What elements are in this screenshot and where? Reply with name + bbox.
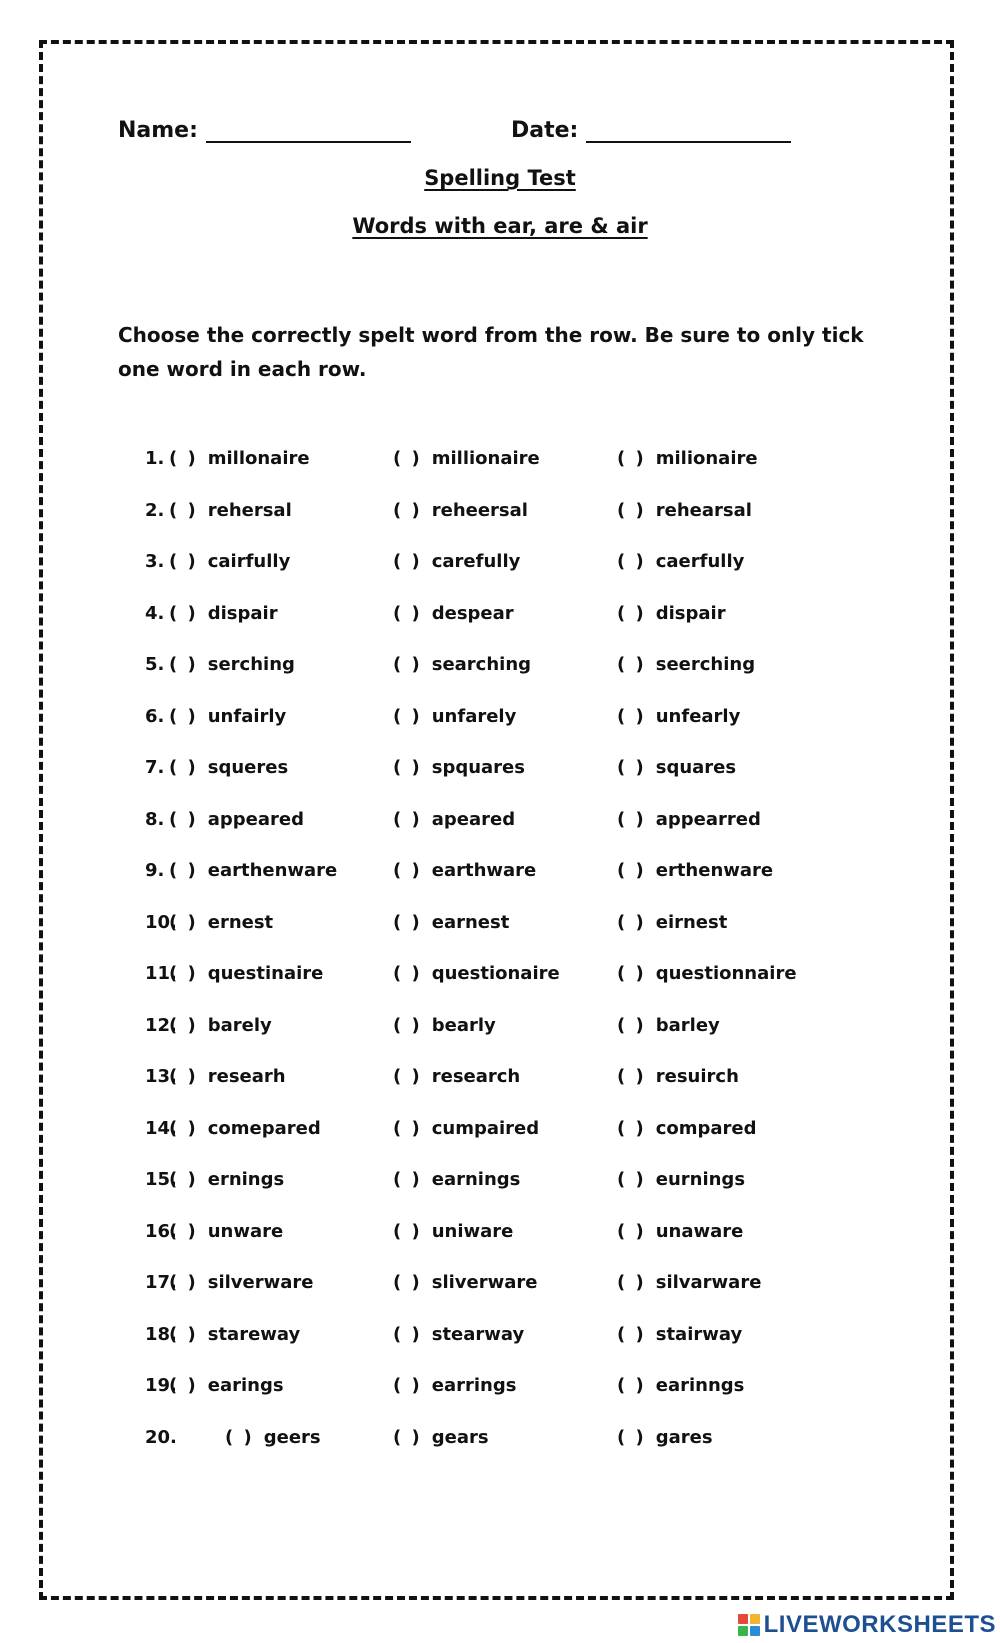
- answer-option[interactable]: [393, 860, 536, 881]
- tick-box[interactable]: ( ): [169, 860, 198, 881]
- answer-word: stareway: [207, 1323, 301, 1345]
- tick-box[interactable]: ( ): [225, 1426, 254, 1448]
- tick-box[interactable]: ( ): [617, 963, 646, 984]
- answer-word: earinngs: [655, 1375, 745, 1396]
- answer-word: geers: [263, 1426, 321, 1448]
- tick-box[interactable]: ( ): [169, 1375, 198, 1396]
- answer-option[interactable]: [617, 963, 797, 984]
- tick-box[interactable]: ( ): [617, 1014, 646, 1036]
- answer-option[interactable]: [393, 500, 528, 521]
- answer-word: unfearly: [655, 705, 741, 727]
- answer-option[interactable]: [393, 809, 515, 830]
- question-row: [145, 1427, 865, 1479]
- answer-word: sliverware: [431, 1272, 538, 1293]
- tick-box[interactable]: ( ): [617, 1375, 646, 1396]
- tick-box[interactable]: ( ): [169, 808, 198, 830]
- answer-option[interactable]: [393, 706, 516, 727]
- answer-option[interactable]: [169, 963, 323, 984]
- answer-option[interactable]: [393, 1427, 489, 1448]
- question-number: 5.: [145, 654, 165, 675]
- answer-option[interactable]: [169, 757, 288, 778]
- tick-box[interactable]: ( ): [393, 1169, 422, 1190]
- name-label: Name:: [118, 118, 198, 143]
- question-row: [145, 1375, 865, 1427]
- question-number: 16.: [145, 1220, 177, 1242]
- tick-box[interactable]: ( ): [617, 911, 646, 933]
- tick-box[interactable]: ( ): [393, 860, 422, 881]
- question-number: 6.: [145, 705, 165, 727]
- answer-word: ernings: [207, 1169, 285, 1190]
- answer-option[interactable]: [617, 551, 744, 572]
- answer-option[interactable]: [393, 603, 514, 624]
- answer-option[interactable]: [617, 706, 740, 727]
- question-row: [145, 551, 865, 603]
- answer-word: gares: [655, 1426, 713, 1448]
- answer-option[interactable]: [169, 551, 290, 572]
- answer-option[interactable]: [169, 1324, 300, 1345]
- answer-word: rehersal: [207, 499, 292, 521]
- question-row: [145, 809, 865, 861]
- answer-option[interactable]: [169, 1118, 321, 1139]
- answer-word: earrings: [431, 1375, 517, 1396]
- answer-word: ernest: [207, 911, 274, 933]
- tick-box[interactable]: ( ): [617, 551, 646, 572]
- answer-word: unaware: [655, 1220, 744, 1242]
- answer-word: squares: [655, 757, 737, 778]
- answer-word: cumpaired: [431, 1117, 540, 1139]
- answer-option[interactable]: [617, 1272, 761, 1293]
- answer-word: questinaire: [207, 963, 324, 984]
- liveworksheets-logo-icon: [738, 1614, 760, 1636]
- question-number: 15.: [145, 1169, 177, 1190]
- question-number: 18.: [145, 1323, 177, 1345]
- tick-box[interactable]: ( ): [169, 1323, 198, 1345]
- answer-word: searching: [431, 654, 532, 675]
- question-row: [145, 912, 865, 964]
- tick-box[interactable]: ( ): [617, 1323, 646, 1345]
- tick-box[interactable]: ( ): [169, 1169, 198, 1190]
- answer-word: serching: [207, 654, 295, 675]
- tick-box[interactable]: ( ): [169, 1014, 198, 1036]
- answer-word: silverware: [207, 1272, 314, 1293]
- answer-option[interactable]: [393, 1015, 496, 1036]
- question-number: 20.: [145, 1426, 177, 1448]
- answer-word: caerfully: [655, 551, 745, 572]
- answer-option[interactable]: [169, 654, 295, 675]
- answer-word: apeared: [431, 808, 516, 830]
- answer-word: questionnaire: [655, 963, 797, 984]
- answer-word: spquares: [431, 757, 525, 778]
- answer-word: resuirch: [655, 1066, 739, 1087]
- tick-box[interactable]: ( ): [393, 911, 422, 933]
- answer-word: earnings: [431, 1169, 521, 1190]
- tick-box[interactable]: ( ): [617, 1272, 646, 1293]
- answer-word: barley: [655, 1014, 720, 1036]
- answer-option[interactable]: [393, 1272, 537, 1293]
- tick-box[interactable]: ( ): [393, 1066, 422, 1087]
- tick-box[interactable]: ( ): [617, 1066, 646, 1087]
- question-row: [145, 1272, 865, 1324]
- answer-word: bearly: [431, 1014, 496, 1036]
- answer-word: unfairly: [207, 705, 287, 727]
- tick-box[interactable]: ( ): [393, 1426, 422, 1448]
- answer-word: earthenware: [207, 860, 338, 881]
- answer-option[interactable]: [393, 654, 531, 675]
- tick-box[interactable]: ( ): [169, 1272, 198, 1293]
- question-row: [145, 500, 865, 552]
- answer-option[interactable]: [169, 1169, 284, 1190]
- answer-word: unfarely: [431, 705, 517, 727]
- tick-box[interactable]: ( ): [169, 1117, 198, 1139]
- answer-option[interactable]: [617, 757, 736, 778]
- answer-option[interactable]: [393, 1221, 513, 1242]
- question-number: 7.: [145, 757, 165, 778]
- answer-option[interactable]: [617, 809, 761, 830]
- answer-word: dispair: [655, 602, 726, 624]
- tick-box[interactable]: ( ): [617, 602, 646, 624]
- answer-option[interactable]: [617, 654, 755, 675]
- answer-word: compared: [655, 1117, 757, 1139]
- answer-option[interactable]: [169, 1375, 284, 1396]
- answer-word: dispair: [207, 602, 278, 624]
- question-row: [145, 1118, 865, 1170]
- question-number: 8.: [145, 808, 165, 830]
- tick-box[interactable]: ( ): [393, 1323, 422, 1345]
- answer-option[interactable]: [393, 1324, 524, 1345]
- question-number: 11.: [145, 963, 177, 984]
- page-title: Spelling Test: [424, 166, 576, 190]
- tick-box[interactable]: ( ): [393, 1117, 422, 1139]
- answer-option[interactable]: [617, 1324, 742, 1345]
- answer-option[interactable]: [169, 448, 310, 469]
- answer-option[interactable]: [617, 500, 752, 521]
- answer-option[interactable]: [617, 1221, 743, 1242]
- answer-word: eurnings: [655, 1169, 746, 1190]
- question-row: [145, 1066, 865, 1118]
- tick-box[interactable]: ( ): [169, 499, 198, 521]
- tick-box[interactable]: ( ): [169, 911, 198, 933]
- answer-word: eirnest: [655, 911, 728, 933]
- tick-box[interactable]: ( ): [393, 963, 422, 984]
- question-number: 12.: [145, 1014, 177, 1036]
- tick-box[interactable]: ( ): [393, 1375, 422, 1396]
- date-label: Date:: [511, 118, 579, 143]
- answer-word: rehearsal: [655, 499, 752, 521]
- question-number: 19.: [145, 1375, 177, 1396]
- question-row: [145, 706, 865, 758]
- question-row: [145, 757, 865, 809]
- answer-word: cairfully: [207, 551, 291, 572]
- tick-box[interactable]: ( ): [169, 448, 198, 469]
- answer-word: earthware: [431, 860, 537, 881]
- brand-text: LIVEWORKSHEETS: [763, 1611, 996, 1638]
- answer-option[interactable]: [617, 1169, 745, 1190]
- answer-option[interactable]: [169, 1066, 286, 1087]
- tick-box[interactable]: ( ): [617, 1169, 646, 1190]
- question-row: [145, 1324, 865, 1376]
- answer-word: erthenware: [655, 860, 774, 881]
- answer-option[interactable]: [617, 1427, 713, 1448]
- tick-box[interactable]: ( ): [617, 499, 646, 521]
- answer-option[interactable]: [169, 706, 286, 727]
- answer-option[interactable]: [393, 448, 540, 469]
- tick-box[interactable]: ( ): [617, 448, 646, 469]
- tick-box[interactable]: ( ): [617, 808, 646, 830]
- answer-word: despear: [431, 602, 514, 624]
- name-line: [206, 119, 411, 143]
- answer-option[interactable]: [617, 912, 727, 933]
- answer-word: squeres: [207, 757, 289, 778]
- question-number: 17.: [145, 1272, 177, 1293]
- answer-word: millonaire: [207, 448, 310, 469]
- answer-option[interactable]: [393, 1066, 520, 1087]
- answer-option[interactable]: [617, 603, 726, 624]
- answer-word: researh: [207, 1066, 286, 1087]
- answer-word: barely: [207, 1014, 272, 1036]
- answer-option[interactable]: [393, 1118, 539, 1139]
- answer-word: appeared: [207, 808, 304, 830]
- question-row: [145, 1169, 865, 1221]
- answer-word: appearred: [655, 808, 761, 830]
- question-list: [145, 448, 865, 1478]
- answer-option[interactable]: [617, 1015, 720, 1036]
- brand-footer: [738, 1611, 996, 1639]
- answer-option[interactable]: [393, 1375, 516, 1396]
- answer-word: silvarware: [655, 1272, 762, 1293]
- tick-box[interactable]: ( ): [617, 654, 646, 675]
- answer-option[interactable]: [393, 912, 509, 933]
- question-number: 3.: [145, 551, 165, 572]
- tick-box[interactable]: ( ): [169, 705, 198, 727]
- answer-option[interactable]: [169, 1272, 313, 1293]
- tick-box[interactable]: ( ): [393, 1220, 422, 1242]
- answer-word: questionaire: [431, 963, 560, 984]
- answer-option[interactable]: [617, 448, 758, 469]
- question-number: 10.: [145, 911, 177, 933]
- tick-box[interactable]: ( ): [169, 1066, 198, 1087]
- answer-word: seerching: [655, 654, 756, 675]
- question-row: [145, 1221, 865, 1273]
- tick-box[interactable]: ( ): [393, 602, 422, 624]
- answer-word: gears: [431, 1426, 489, 1448]
- question-number: 14.: [145, 1117, 177, 1139]
- tick-box[interactable]: ( ): [393, 499, 422, 521]
- answer-option[interactable]: [169, 603, 278, 624]
- tick-box[interactable]: ( ): [617, 757, 646, 778]
- tick-box[interactable]: ( ): [617, 1117, 646, 1139]
- question-row: [145, 1015, 865, 1067]
- answer-option[interactable]: [393, 1169, 520, 1190]
- answer-option[interactable]: [393, 551, 520, 572]
- tick-box[interactable]: ( ): [169, 602, 198, 624]
- answer-option[interactable]: [169, 1221, 283, 1242]
- question-row: [145, 448, 865, 500]
- tick-box[interactable]: ( ): [393, 1272, 422, 1293]
- answer-word: comepared: [207, 1117, 321, 1139]
- question-number: 13.: [145, 1066, 177, 1087]
- tick-box[interactable]: ( ): [393, 757, 422, 778]
- answer-word: unware: [207, 1220, 284, 1242]
- tick-box[interactable]: ( ): [169, 757, 198, 778]
- answer-word: reheersal: [431, 499, 528, 521]
- answer-word: milionaire: [655, 448, 758, 469]
- tick-box[interactable]: ( ): [169, 654, 198, 675]
- answer-option[interactable]: [169, 912, 273, 933]
- tick-box[interactable]: ( ): [169, 963, 198, 984]
- question-number: 1.: [145, 448, 165, 469]
- answer-option[interactable]: [617, 860, 773, 881]
- answer-word: uniware: [431, 1220, 514, 1242]
- tick-box[interactable]: ( ): [169, 1220, 198, 1242]
- question-row: [145, 963, 865, 1015]
- answer-word: stearway: [431, 1323, 525, 1345]
- page-subtitle: Words with ear, are & air: [352, 214, 648, 238]
- tick-box[interactable]: ( ): [393, 654, 422, 675]
- answer-word: research: [431, 1066, 521, 1087]
- tick-box[interactable]: ( ): [617, 1426, 646, 1448]
- question-number: 9.: [145, 860, 165, 881]
- answer-option[interactable]: [617, 1066, 739, 1087]
- answer-word: carefully: [431, 551, 521, 572]
- question-number: 4.: [145, 602, 165, 624]
- answer-option[interactable]: [225, 1427, 321, 1448]
- answer-option[interactable]: [169, 500, 292, 521]
- question-row: [145, 654, 865, 706]
- answer-option[interactable]: [617, 1375, 744, 1396]
- tick-box[interactable]: ( ): [393, 448, 422, 469]
- answer-word: earnest: [431, 911, 510, 933]
- question-row: [145, 603, 865, 655]
- answer-option[interactable]: [393, 963, 560, 984]
- answer-word: millionaire: [431, 448, 540, 469]
- answer-option[interactable]: [169, 809, 304, 830]
- tick-box[interactable]: ( ): [617, 860, 646, 881]
- tick-box[interactable]: ( ): [617, 1220, 646, 1242]
- tick-box[interactable]: ( ): [169, 551, 198, 572]
- tick-box[interactable]: ( ): [393, 551, 422, 572]
- answer-word: earings: [207, 1375, 284, 1396]
- tick-box[interactable]: ( ): [393, 1014, 422, 1036]
- answer-option[interactable]: [169, 1015, 272, 1036]
- tick-box[interactable]: ( ): [617, 705, 646, 727]
- tick-box[interactable]: ( ): [393, 705, 422, 727]
- question-row: [145, 860, 865, 912]
- answer-option[interactable]: [169, 860, 337, 881]
- instructions: Choose the correctly spelt word from the row. Be sure to only tick one word in each row.: [118, 323, 864, 381]
- date-line: [586, 119, 791, 143]
- name-field: [118, 118, 411, 143]
- tick-box[interactable]: ( ): [393, 808, 422, 830]
- answer-option[interactable]: [617, 1118, 757, 1139]
- question-number: 2.: [145, 499, 165, 521]
- date-field: [511, 118, 791, 143]
- answer-word: stairway: [655, 1323, 743, 1345]
- answer-option[interactable]: [393, 757, 525, 778]
